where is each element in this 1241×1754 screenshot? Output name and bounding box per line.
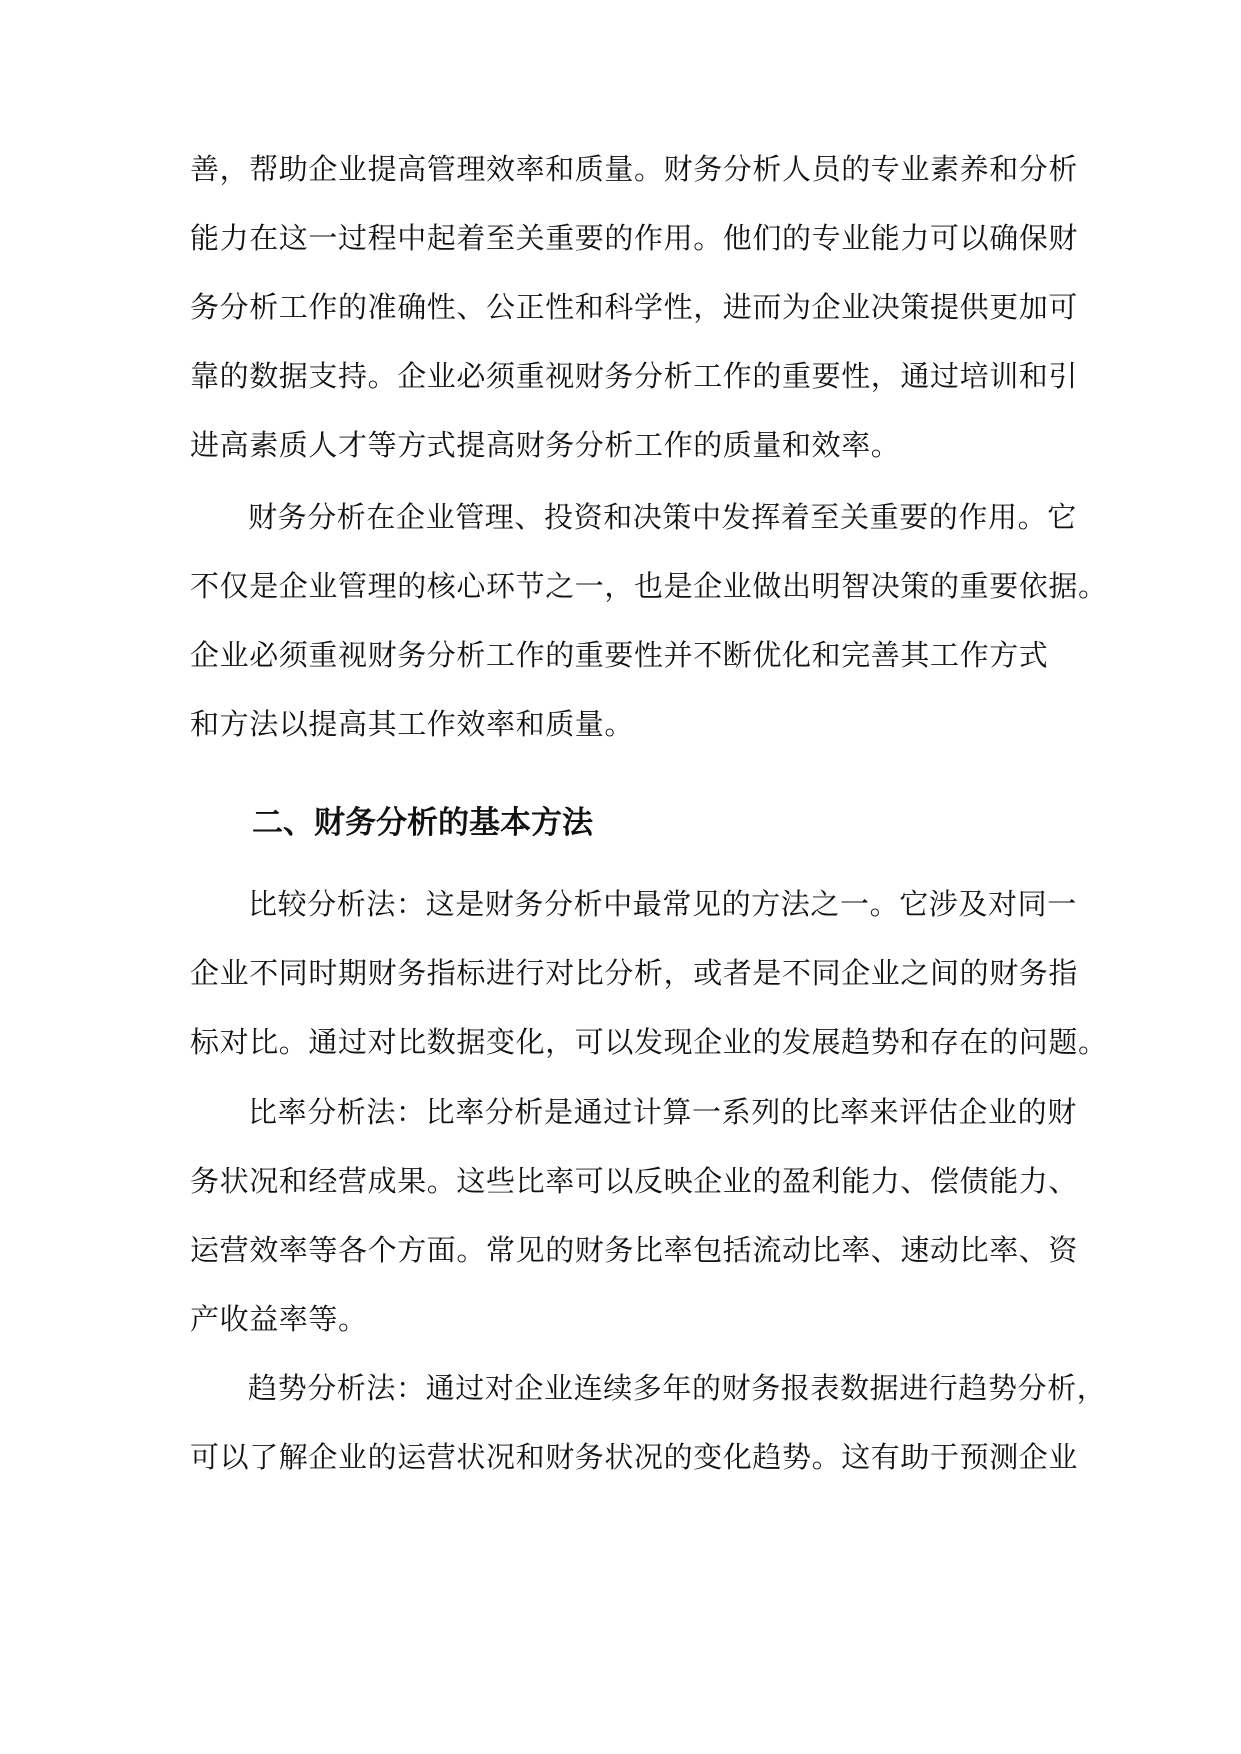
text-line: 企业不同时期财务指标进行对比分析，或者是不同企业之间的财务指 [190, 956, 1079, 990]
text-line: 财务分析在企业管理、投资和决策中发挥着至关重要的作用。它 [248, 500, 1077, 534]
section-heading: 二、财务分析的基本方法 [252, 805, 593, 841]
text-line: 进高素质人才等方式提高财务分析工作的质量和效率。 [190, 428, 901, 462]
text-line: 靠的数据支持。企业必须重视财务分析工作的重要性，通过培训和引 [190, 359, 1079, 393]
text-line: 务状况和经营成果。这些比率可以反映企业的盈利能力、偿债能力、 [190, 1164, 1079, 1198]
text-line: 产收益率等。 [190, 1302, 368, 1336]
text-line: 趋势分析法：通过对企业连续多年的财务报表数据进行趋势分析， [248, 1371, 1107, 1405]
text-line: 企业必须重视财务分析工作的重要性并不断优化和完善其工作方式 [190, 638, 1049, 672]
text-line: 和方法以提高其工作效率和质量。 [190, 707, 635, 741]
text-line: 比较分析法：这是财务分析中最常见的方法之一。它涉及对同一 [248, 887, 1077, 921]
text-line: 标对比。通过对比数据变化，可以发现企业的发展趋势和存在的问题。 [190, 1025, 1108, 1059]
text-line: 务分析工作的准确性、公正性和科学性，进而为企业决策提供更加可 [190, 290, 1079, 324]
text-line: 能力在这一过程中起着至关重要的作用。他们的专业能力可以确保财 [190, 221, 1079, 255]
text-line: 善，帮助企业提高管理效率和质量。财务分析人员的专业素养和分析 [190, 152, 1079, 186]
text-line: 比率分析法：比率分析是通过计算一系列的比率来评估企业的财 [248, 1095, 1077, 1129]
text-line: 不仅是企业管理的核心环节之一，也是企业做出明智决策的重要依据。 [190, 569, 1108, 603]
text-line: 运营效率等各个方面。常见的财务比率包括流动比率、速动比率、资 [190, 1233, 1079, 1267]
text-line: 可以了解企业的运营状况和财务状况的变化趋势。这有助于预测企业 [190, 1440, 1079, 1474]
